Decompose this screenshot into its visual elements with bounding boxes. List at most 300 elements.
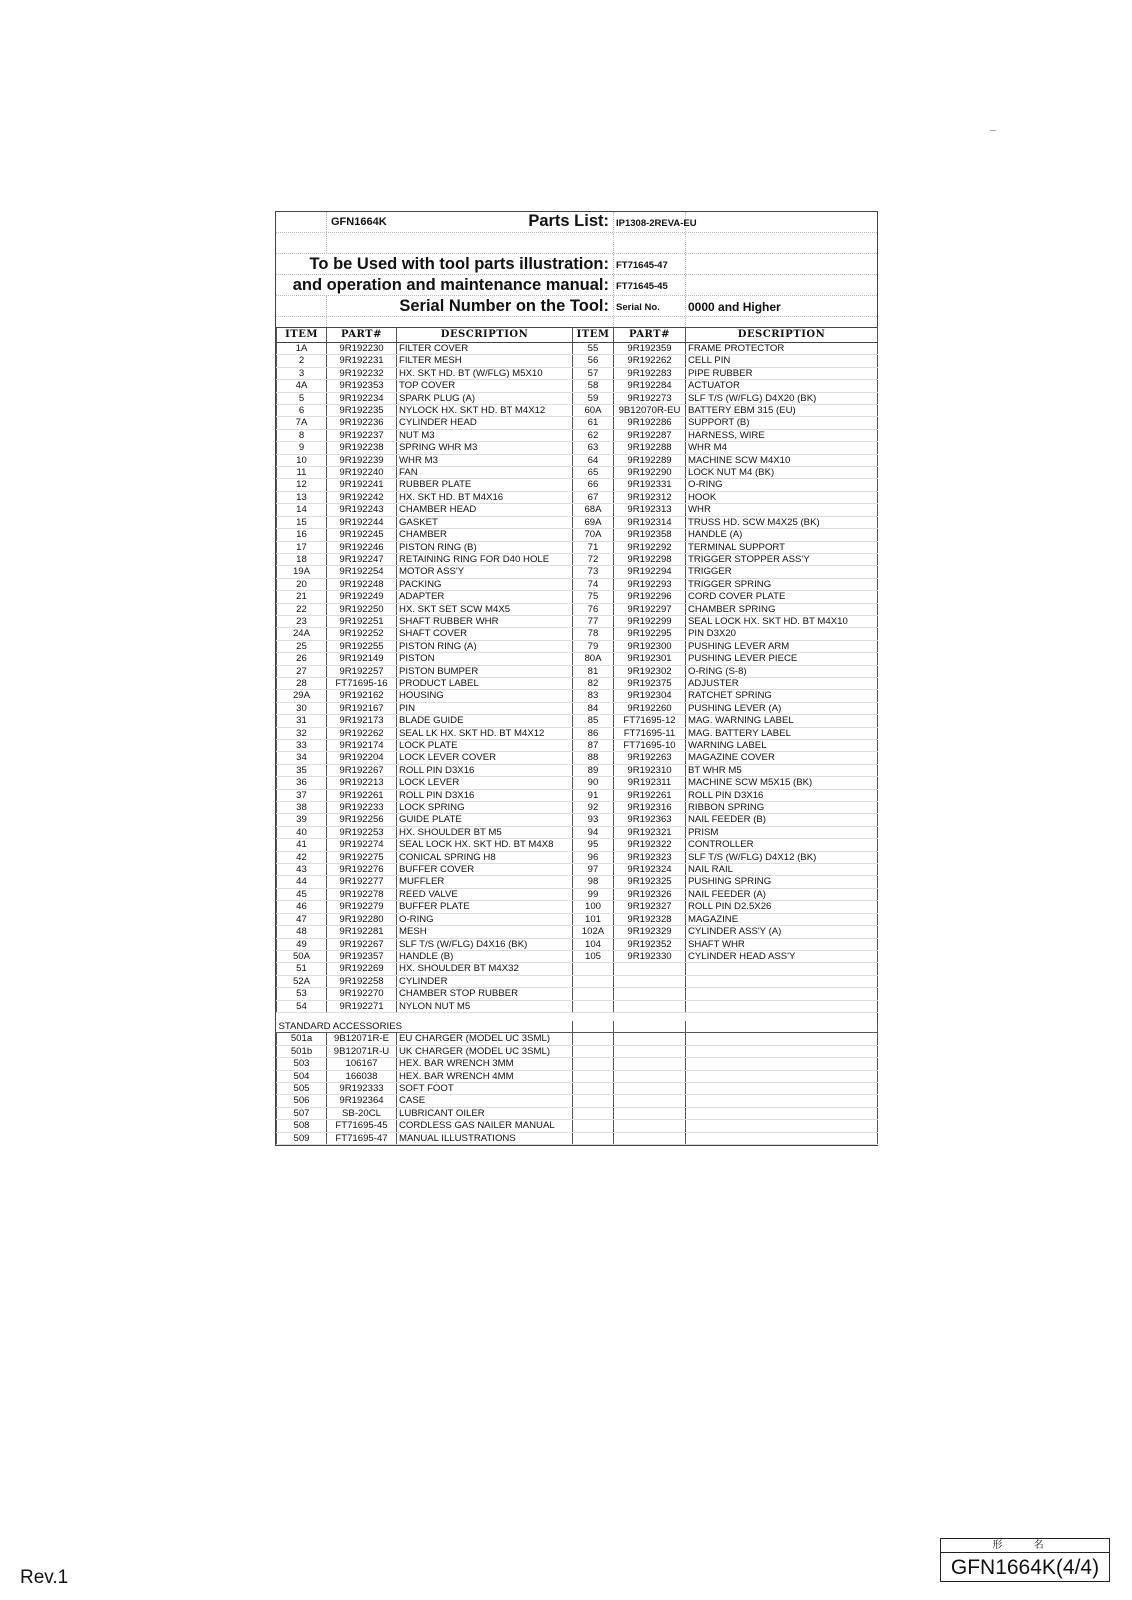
description-cell: ADAPTER bbox=[397, 591, 573, 603]
item-cell: 88 bbox=[573, 752, 614, 764]
part-number-cell: 9R192331 bbox=[614, 479, 686, 491]
description-cell bbox=[686, 988, 878, 1000]
item-cell: 15 bbox=[277, 516, 327, 528]
description-cell: MAGAZINE bbox=[686, 913, 878, 925]
description-cell bbox=[686, 1070, 878, 1082]
item-cell: 6 bbox=[277, 405, 327, 417]
description-cell: HOOK bbox=[686, 491, 878, 503]
model-number: GFN1664K bbox=[331, 216, 387, 228]
item-cell: 31 bbox=[277, 715, 327, 727]
part-number-cell bbox=[614, 1058, 686, 1070]
description-cell: PUSHING LEVER (A) bbox=[686, 702, 878, 714]
title-block-label: 形 名 bbox=[941, 1539, 1109, 1553]
description-cell: SHAFT COVER bbox=[397, 628, 573, 640]
part-number-cell: 9R192329 bbox=[614, 926, 686, 938]
description-cell: FAN bbox=[397, 467, 573, 479]
description-cell: SPRING WHR M3 bbox=[397, 442, 573, 454]
accessory-row bbox=[277, 1082, 878, 1094]
part-number-cell: 9R192254 bbox=[327, 566, 397, 578]
description-cell: TOP COVER bbox=[397, 380, 573, 392]
part-number-cell: 9R192314 bbox=[614, 516, 686, 528]
description-cell: O-RING (S-8) bbox=[686, 665, 878, 677]
item-cell bbox=[573, 963, 614, 975]
item-cell: 72 bbox=[573, 553, 614, 565]
part-number-cell: 9R192375 bbox=[614, 677, 686, 689]
part-number-cell: 9R192295 bbox=[614, 628, 686, 640]
blank-cell bbox=[614, 1021, 686, 1033]
item-cell: 13 bbox=[277, 491, 327, 503]
item-cell: 505 bbox=[277, 1082, 327, 1094]
part-number-cell: 9R192244 bbox=[327, 516, 397, 528]
header-row-spacer bbox=[276, 233, 877, 254]
corner-mark bbox=[990, 130, 996, 131]
header-row-illustration bbox=[276, 254, 877, 275]
item-cell: 78 bbox=[573, 628, 614, 640]
item-cell: 45 bbox=[277, 888, 327, 900]
description-cell: CONTROLLER bbox=[686, 839, 878, 851]
item-cell: 67 bbox=[573, 491, 614, 503]
part-number-cell: 9R192296 bbox=[614, 591, 686, 603]
description-cell: SPARK PLUG (A) bbox=[397, 392, 573, 404]
table-row bbox=[277, 752, 878, 764]
part-number-cell: 9R192359 bbox=[614, 343, 686, 355]
parts-list-label: Parts List: bbox=[528, 212, 609, 230]
table-row bbox=[277, 417, 878, 429]
part-number-cell: 9R192233 bbox=[327, 802, 397, 814]
part-number-cell: 9R192260 bbox=[614, 702, 686, 714]
part-number-cell bbox=[614, 1000, 686, 1012]
part-number-cell: 9R192204 bbox=[327, 752, 397, 764]
title-block bbox=[940, 1538, 1110, 1582]
description-cell: WHR M4 bbox=[686, 442, 878, 454]
description-cell: TRIGGER SPRING bbox=[686, 578, 878, 590]
part-number-cell: 9R192232 bbox=[327, 367, 397, 379]
blank-cell bbox=[686, 1021, 878, 1033]
item-cell bbox=[573, 988, 614, 1000]
table-row bbox=[277, 553, 878, 565]
description-cell: SHAFT WHR bbox=[686, 938, 878, 950]
item-cell: 35 bbox=[277, 764, 327, 776]
item-cell: 98 bbox=[573, 876, 614, 888]
part-number-cell: 9R192240 bbox=[327, 467, 397, 479]
accessory-row bbox=[277, 1132, 878, 1144]
description-cell: MANUAL ILLUSTRATIONS bbox=[397, 1132, 573, 1144]
description-cell: UK CHARGER (MODEL UC 3SML) bbox=[397, 1045, 573, 1057]
part-number-cell: 9R192261 bbox=[327, 789, 397, 801]
item-cell: 52A bbox=[277, 975, 327, 987]
description-cell: NYLON NUT M5 bbox=[397, 1000, 573, 1012]
part-number-cell: 9R192292 bbox=[614, 541, 686, 553]
table-gap bbox=[277, 1012, 878, 1021]
table-row bbox=[277, 541, 878, 553]
part-number-cell: 9R192311 bbox=[614, 777, 686, 789]
item-cell: 77 bbox=[573, 615, 614, 627]
description-cell: SHAFT RUBBER WHR bbox=[397, 615, 573, 627]
item-cell: 93 bbox=[573, 814, 614, 826]
item-cell: 507 bbox=[277, 1107, 327, 1119]
description-cell: ACTUATOR bbox=[686, 380, 878, 392]
part-number-cell: 9R192256 bbox=[327, 814, 397, 826]
part-number-cell: 9R192167 bbox=[327, 702, 397, 714]
gap-cell bbox=[327, 1012, 397, 1021]
item-cell: 97 bbox=[573, 864, 614, 876]
part-number-cell: 9R192288 bbox=[614, 442, 686, 454]
column-header: DESCRIPTION bbox=[686, 328, 878, 343]
description-cell: ROLL PIN D3X16 bbox=[686, 789, 878, 801]
part-number-cell: 9R192352 bbox=[614, 938, 686, 950]
table-row bbox=[277, 851, 878, 863]
table-row bbox=[277, 479, 878, 491]
accessories-title-row bbox=[277, 1021, 878, 1033]
table-row bbox=[277, 504, 878, 516]
part-number-cell: 9R192246 bbox=[327, 541, 397, 553]
part-number-cell: 9R192298 bbox=[614, 553, 686, 565]
item-cell: 75 bbox=[573, 591, 614, 603]
part-number-cell: 9R192257 bbox=[327, 665, 397, 677]
part-number-cell: 9R192284 bbox=[614, 380, 686, 392]
item-cell: 26 bbox=[277, 653, 327, 665]
item-cell bbox=[573, 1000, 614, 1012]
item-cell: 96 bbox=[573, 851, 614, 863]
table-row bbox=[277, 653, 878, 665]
part-number-cell: 9B12071R-E bbox=[327, 1033, 397, 1045]
description-cell bbox=[686, 1082, 878, 1094]
description-cell: ROLL PIN D3X16 bbox=[397, 789, 573, 801]
table-row bbox=[277, 380, 878, 392]
parts-table-header bbox=[277, 328, 878, 343]
item-cell: 38 bbox=[277, 802, 327, 814]
description-cell: LUBRICANT OILER bbox=[397, 1107, 573, 1119]
part-number-cell: 9R192245 bbox=[327, 529, 397, 541]
item-cell bbox=[573, 1033, 614, 1045]
header-gap bbox=[276, 317, 877, 327]
description-cell: HX. SHOULDER BT M4X32 bbox=[397, 963, 573, 975]
item-cell: 37 bbox=[277, 789, 327, 801]
item-cell: 501a bbox=[277, 1033, 327, 1045]
part-number-cell: 9R192310 bbox=[614, 764, 686, 776]
description-cell: LOCK SPRING bbox=[397, 802, 573, 814]
item-cell: 85 bbox=[573, 715, 614, 727]
description-cell: HX. SKT HD. BT (W/FLG) M5X10 bbox=[397, 367, 573, 379]
item-cell: 70A bbox=[573, 529, 614, 541]
illustration-value: FT71645-47 bbox=[616, 260, 668, 271]
item-cell bbox=[573, 1132, 614, 1144]
item-cell: 501b bbox=[277, 1045, 327, 1057]
title-block-model: GFN1664K(4/4) bbox=[950, 1556, 1100, 1579]
part-number-cell bbox=[614, 1132, 686, 1144]
description-cell: HANDLE (A) bbox=[686, 529, 878, 541]
item-cell: 8 bbox=[277, 429, 327, 441]
description-cell: HX. SHOULDER BT M5 bbox=[397, 826, 573, 838]
item-cell: 66 bbox=[573, 479, 614, 491]
item-cell: 102A bbox=[573, 926, 614, 938]
table-row bbox=[277, 764, 878, 776]
parts-list-sheet bbox=[275, 211, 878, 1146]
description-cell: ROLL PIN D2.5X26 bbox=[686, 901, 878, 913]
description-cell: ADJUSTER bbox=[686, 677, 878, 689]
item-cell: 92 bbox=[573, 802, 614, 814]
item-cell: 99 bbox=[573, 888, 614, 900]
table-row bbox=[277, 864, 878, 876]
part-number-cell: 9R192242 bbox=[327, 491, 397, 503]
item-cell bbox=[573, 1045, 614, 1057]
description-cell: CORD COVER PLATE bbox=[686, 591, 878, 603]
description-cell: MACHINE SCW M4X10 bbox=[686, 454, 878, 466]
item-cell: 55 bbox=[573, 343, 614, 355]
table-row bbox=[277, 938, 878, 950]
gap-cell bbox=[614, 1012, 686, 1021]
parts-list-value: IP1308-2REVA-EU bbox=[616, 218, 697, 229]
item-cell: 49 bbox=[277, 938, 327, 950]
part-number-cell: 9R192353 bbox=[327, 380, 397, 392]
item-cell: 10 bbox=[277, 454, 327, 466]
description-cell: CYLINDER bbox=[397, 975, 573, 987]
description-cell: PIN D3X20 bbox=[686, 628, 878, 640]
part-number-cell: 9R192358 bbox=[614, 529, 686, 541]
accessory-row bbox=[277, 1045, 878, 1057]
table-row bbox=[277, 343, 878, 355]
item-cell: 61 bbox=[573, 417, 614, 429]
revision-label: Rev.1 bbox=[20, 1567, 69, 1588]
part-number-cell: 9R192279 bbox=[327, 901, 397, 913]
description-cell: NYLOCK HX. SKT HD. BT M4X12 bbox=[397, 405, 573, 417]
item-cell: 91 bbox=[573, 789, 614, 801]
description-cell: PISTON BUMPER bbox=[397, 665, 573, 677]
item-cell: 33 bbox=[277, 740, 327, 752]
description-cell: MUFFLER bbox=[397, 876, 573, 888]
item-cell: 57 bbox=[573, 367, 614, 379]
part-number-cell: 9R192287 bbox=[614, 429, 686, 441]
description-cell: CYLINDER ASS'Y (A) bbox=[686, 926, 878, 938]
part-number-cell: 9R192231 bbox=[327, 355, 397, 367]
part-number-cell: 9R192294 bbox=[614, 566, 686, 578]
item-cell: 82 bbox=[573, 677, 614, 689]
description-cell: PISTON bbox=[397, 653, 573, 665]
part-number-cell: 9R192262 bbox=[327, 727, 397, 739]
part-number-cell bbox=[614, 1070, 686, 1082]
part-number-cell: 9R192250 bbox=[327, 603, 397, 615]
item-cell: 30 bbox=[277, 702, 327, 714]
table-row bbox=[277, 603, 878, 615]
part-number-cell: 9R192236 bbox=[327, 417, 397, 429]
item-cell: 86 bbox=[573, 727, 614, 739]
item-cell bbox=[573, 1120, 614, 1132]
table-row bbox=[277, 677, 878, 689]
description-cell: ROLL PIN D3X16 bbox=[397, 764, 573, 776]
table-row bbox=[277, 740, 878, 752]
item-cell: 25 bbox=[277, 640, 327, 652]
part-number-cell: 9R192293 bbox=[614, 578, 686, 590]
description-cell: PUSHING LEVER PIECE bbox=[686, 653, 878, 665]
part-number-cell: 9R192249 bbox=[327, 591, 397, 603]
accessory-row bbox=[277, 1033, 878, 1045]
table-row bbox=[277, 1000, 878, 1012]
item-cell: 63 bbox=[573, 442, 614, 454]
description-cell: WHR M3 bbox=[397, 454, 573, 466]
part-number-cell: FT71695-16 bbox=[327, 677, 397, 689]
item-cell: 53 bbox=[277, 988, 327, 1000]
table-row bbox=[277, 963, 878, 975]
header-row-serial bbox=[276, 296, 877, 317]
part-number-cell: 9R192269 bbox=[327, 963, 397, 975]
description-cell bbox=[686, 1095, 878, 1107]
part-number-cell: 9R192238 bbox=[327, 442, 397, 454]
description-cell: HANDLE (B) bbox=[397, 950, 573, 962]
part-number-cell: 9R192363 bbox=[614, 814, 686, 826]
description-cell: EU CHARGER (MODEL UC 3SML) bbox=[397, 1033, 573, 1045]
parts-table-body bbox=[277, 343, 878, 1145]
description-cell: TRUSS HD. SCW M4X25 (BK) bbox=[686, 516, 878, 528]
gap-cell bbox=[573, 1012, 614, 1021]
part-number-cell: 9R192253 bbox=[327, 826, 397, 838]
part-number-cell bbox=[614, 1082, 686, 1094]
description-cell bbox=[686, 1120, 878, 1132]
item-cell: 16 bbox=[277, 529, 327, 541]
part-number-cell: 9R192328 bbox=[614, 913, 686, 925]
part-number-cell: 9R192330 bbox=[614, 950, 686, 962]
item-cell: 73 bbox=[573, 566, 614, 578]
description-cell: RATCHET SPRING bbox=[686, 690, 878, 702]
column-header: ITEM bbox=[573, 328, 614, 343]
description-cell: TERMINAL SUPPORT bbox=[686, 541, 878, 553]
part-number-cell: 9R192275 bbox=[327, 851, 397, 863]
part-number-cell: 9R192297 bbox=[614, 603, 686, 615]
part-number-cell: 9R192327 bbox=[614, 901, 686, 913]
item-cell bbox=[573, 975, 614, 987]
description-cell: CYLINDER HEAD ASS'Y bbox=[686, 950, 878, 962]
part-number-cell: 9R192325 bbox=[614, 876, 686, 888]
table-row bbox=[277, 926, 878, 938]
part-number-cell: 9R192283 bbox=[614, 367, 686, 379]
table-row bbox=[277, 529, 878, 541]
item-cell: 50A bbox=[277, 950, 327, 962]
description-cell: HEX. BAR WRENCH 4MM bbox=[397, 1070, 573, 1082]
description-cell: BUFFER PLATE bbox=[397, 901, 573, 913]
table-row bbox=[277, 566, 878, 578]
table-row bbox=[277, 405, 878, 417]
item-cell: 80A bbox=[573, 653, 614, 665]
part-number-cell: 9R192324 bbox=[614, 864, 686, 876]
part-number-cell bbox=[614, 1120, 686, 1132]
item-cell: 64 bbox=[573, 454, 614, 466]
description-cell bbox=[686, 1033, 878, 1045]
table-row bbox=[277, 467, 878, 479]
part-number-cell: 9R192274 bbox=[327, 839, 397, 851]
description-cell: TRIGGER STOPPER ASS'Y bbox=[686, 553, 878, 565]
item-cell: 42 bbox=[277, 851, 327, 863]
description-cell: WARNING LABEL bbox=[686, 740, 878, 752]
description-cell bbox=[686, 1058, 878, 1070]
description-cell: FILTER MESH bbox=[397, 355, 573, 367]
part-number-cell: SB-20CL bbox=[327, 1107, 397, 1119]
part-number-cell: 9R192302 bbox=[614, 665, 686, 677]
item-cell: 20 bbox=[277, 578, 327, 590]
description-cell bbox=[686, 1045, 878, 1057]
item-cell: 4A bbox=[277, 380, 327, 392]
item-cell: 74 bbox=[573, 578, 614, 590]
part-number-cell: 9R192248 bbox=[327, 578, 397, 590]
item-cell bbox=[573, 1082, 614, 1094]
accessory-row bbox=[277, 1095, 878, 1107]
description-cell: FRAME PROTECTOR bbox=[686, 343, 878, 355]
table-row bbox=[277, 591, 878, 603]
description-cell: CORDLESS GAS NAILER MANUAL bbox=[397, 1120, 573, 1132]
column-header: PART# bbox=[327, 328, 397, 343]
item-cell: 19A bbox=[277, 566, 327, 578]
table-row bbox=[277, 888, 878, 900]
table-row bbox=[277, 640, 878, 652]
item-cell: 12 bbox=[277, 479, 327, 491]
accessories-title: STANDARD ACCESSORIES bbox=[277, 1021, 573, 1033]
part-number-cell: 9R192237 bbox=[327, 429, 397, 441]
item-cell: 68A bbox=[573, 504, 614, 516]
item-cell: 504 bbox=[277, 1070, 327, 1082]
table-row bbox=[277, 839, 878, 851]
gap-cell bbox=[397, 1012, 573, 1021]
part-number-cell: 9R192316 bbox=[614, 802, 686, 814]
item-cell: 1A bbox=[277, 343, 327, 355]
part-number-cell: 9R192300 bbox=[614, 640, 686, 652]
description-cell: RETAINING RING FOR D40 HOLE bbox=[397, 553, 573, 565]
part-number-cell: 9R192262 bbox=[614, 355, 686, 367]
part-number-cell: 9B12071R-U bbox=[327, 1045, 397, 1057]
description-cell: CASE bbox=[397, 1095, 573, 1107]
part-number-cell: 9R192241 bbox=[327, 479, 397, 491]
table-row bbox=[277, 392, 878, 404]
part-number-cell: FT71695-11 bbox=[614, 727, 686, 739]
gap-cell bbox=[686, 1012, 878, 1021]
part-number-cell: 9R192364 bbox=[327, 1095, 397, 1107]
description-cell bbox=[686, 963, 878, 975]
item-cell: 11 bbox=[277, 467, 327, 479]
description-cell: MOTOR ASS'Y bbox=[397, 566, 573, 578]
item-cell: 71 bbox=[573, 541, 614, 553]
table-row bbox=[277, 491, 878, 503]
description-cell: CELL PIN bbox=[686, 355, 878, 367]
item-cell: 62 bbox=[573, 429, 614, 441]
part-number-cell: 9R192301 bbox=[614, 653, 686, 665]
description-cell: WHR bbox=[686, 504, 878, 516]
description-cell: BT WHR M5 bbox=[686, 764, 878, 776]
item-cell: 41 bbox=[277, 839, 327, 851]
description-cell: MAG. WARNING LABEL bbox=[686, 715, 878, 727]
serial-value: 0000 and Higher bbox=[688, 300, 781, 314]
part-number-cell: 9B12070R-EU bbox=[614, 405, 686, 417]
table-row bbox=[277, 355, 878, 367]
item-cell: 56 bbox=[573, 355, 614, 367]
item-cell: 69A bbox=[573, 516, 614, 528]
part-number-cell: 9R192323 bbox=[614, 851, 686, 863]
item-cell: 39 bbox=[277, 814, 327, 826]
item-cell: 7A bbox=[277, 417, 327, 429]
serial-prefix: Serial No. bbox=[616, 302, 660, 313]
part-number-cell bbox=[614, 988, 686, 1000]
item-cell: 5 bbox=[277, 392, 327, 404]
item-cell: 506 bbox=[277, 1095, 327, 1107]
table-row bbox=[277, 429, 878, 441]
description-cell: BLADE GUIDE bbox=[397, 715, 573, 727]
part-number-cell: 9R192230 bbox=[327, 343, 397, 355]
serial-label: Serial Number on the Tool: bbox=[399, 297, 609, 315]
description-cell: LOCK LEVER bbox=[397, 777, 573, 789]
item-cell: 24A bbox=[277, 628, 327, 640]
description-cell: PRODUCT LABEL bbox=[397, 677, 573, 689]
table-row bbox=[277, 814, 878, 826]
part-number-cell: 9R192247 bbox=[327, 553, 397, 565]
item-cell bbox=[573, 1058, 614, 1070]
description-cell: PUSHING LEVER ARM bbox=[686, 640, 878, 652]
part-number-cell: FT71695-12 bbox=[614, 715, 686, 727]
